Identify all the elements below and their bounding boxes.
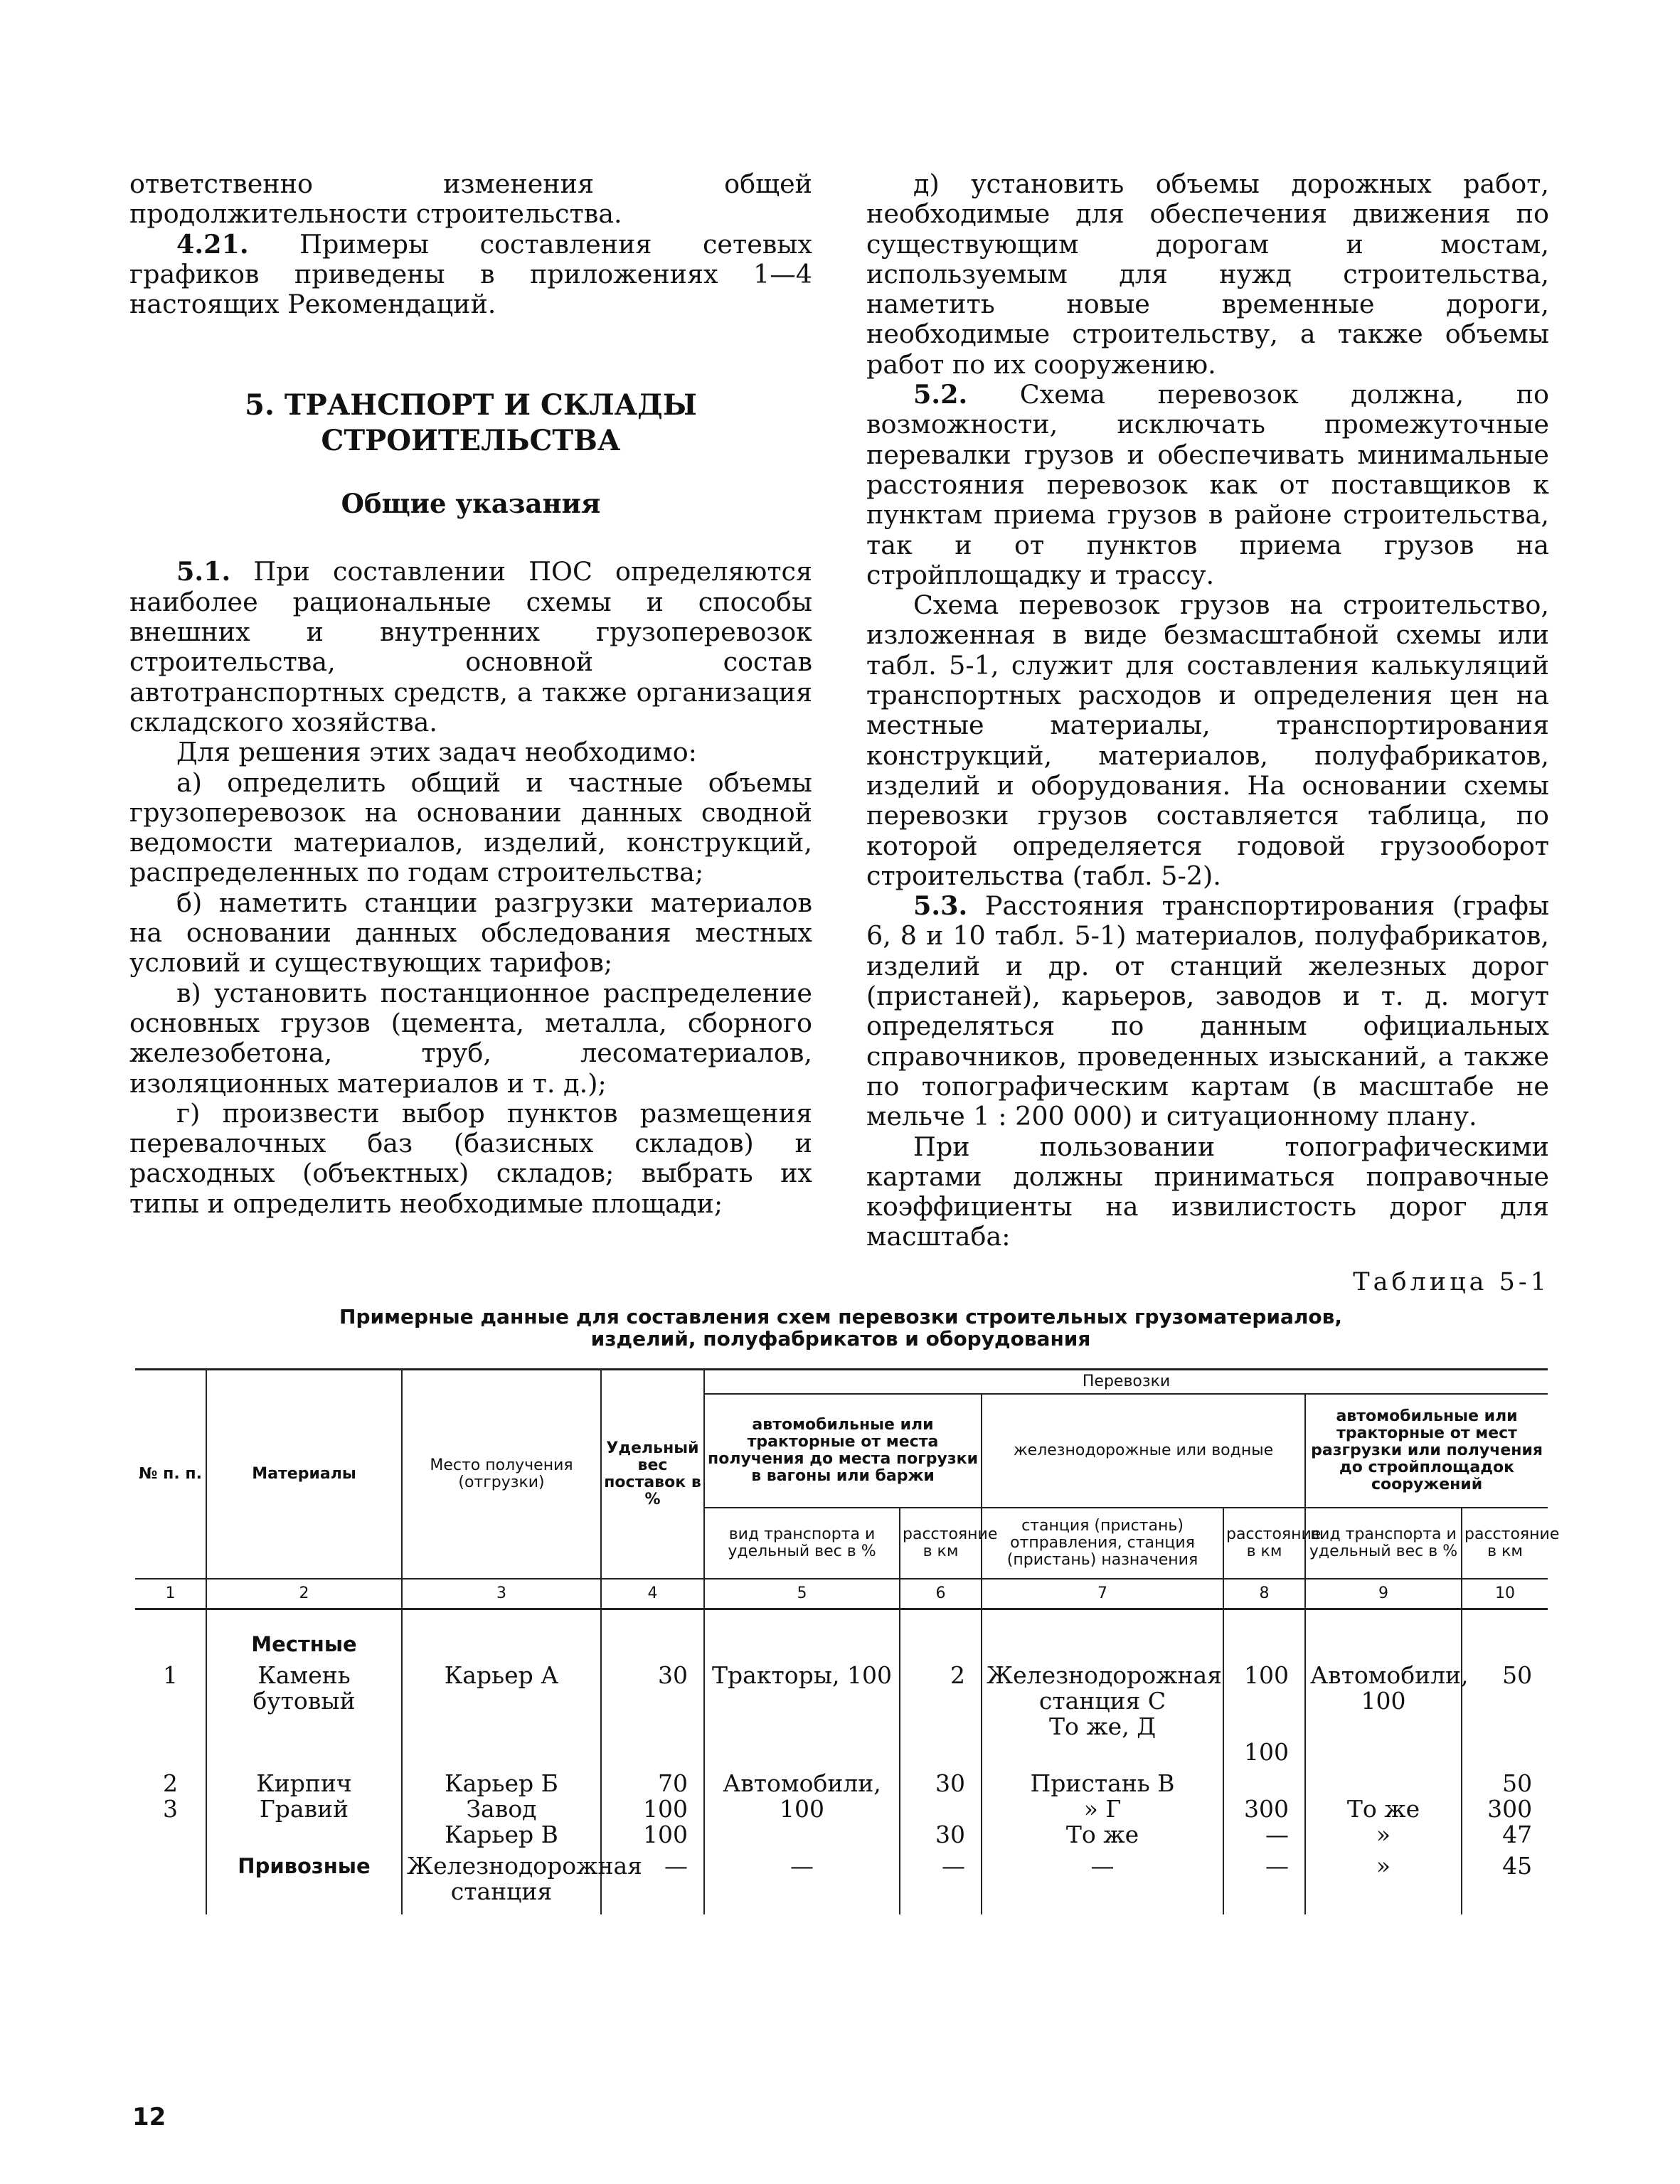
column-number: 2 — [206, 1579, 402, 1609]
column-number: 7 — [982, 1579, 1223, 1609]
clause-text: Примеры составления сетевых графиков приведены в приложениях 1—4 настоящих Рекомендаций. — [129, 228, 812, 320]
clause-number: 5.1. — [176, 556, 231, 587]
table-row — [135, 1609, 1548, 1661]
header-rail-water: железнодорожные или водные — [982, 1394, 1305, 1508]
subheading: Общие указания — [341, 488, 601, 520]
paragraph: д) установить объемы дорожных работ, необходимые для обеспечения движения по существующим дорогам и мостам, используемым для нужд строительства, наметить новые временные дороги, необходимые строительству, а также объемы работ по их сооружению. — [866, 169, 1549, 380]
paragraph — [866, 891, 1549, 1131]
table-cell — [982, 1609, 1223, 1661]
table-cell — [900, 1609, 982, 1661]
header-materials: Материалы — [206, 1370, 402, 1580]
table-cell: Привозные — [206, 1850, 402, 1914]
table-cell: Железнодорожная станция — [402, 1850, 601, 1914]
table-cell: 70 100 100 — [601, 1768, 704, 1850]
table-cell: Тракторы, 100 — [704, 1660, 900, 1768]
header-c9: вид транспорта и удельный вес в % — [1305, 1508, 1462, 1579]
header-number: № п. п. — [135, 1370, 206, 1580]
table-cell — [1305, 1609, 1462, 1661]
column-number: 6 — [900, 1579, 982, 1609]
table-cell — [704, 1609, 900, 1661]
clause-number: 5.3. — [913, 890, 968, 922]
table-cell: Кирпич Гравий — [206, 1768, 402, 1850]
transport-scheme-table — [135, 1368, 1560, 1914]
paragraph — [129, 557, 812, 737]
clause-text: При составлении ПОС определяются наиболее рациональные схемы и способы внешних и внутренних грузоперевозок строительства, основной состав автотранспортных средств, а также организация складского хозяйства. — [129, 556, 812, 737]
clause-number: 4.21. — [176, 228, 249, 260]
table-title-line: изделий, полуфабрикатов и оборудования — [590, 1327, 1091, 1351]
table-cell: 2 — [900, 1660, 982, 1768]
header-origin: Место получения (отгрузки) — [402, 1370, 601, 1580]
header-auto-to-site: автомобильные или тракторные от мест разгрузки или получения до стройплощадок сооружений — [1305, 1394, 1548, 1508]
table-cell — [1223, 1609, 1305, 1661]
column-number: 5 — [704, 1579, 900, 1609]
table-cell: » — [1305, 1850, 1462, 1914]
header-c7: станция (пристань) отправления, станция (пристань) назначения — [982, 1508, 1223, 1579]
header-c5: вид транспорта и удельный вес в % — [704, 1508, 900, 1579]
table-cell: Железнодорожная станция С То же, Д — [982, 1660, 1223, 1768]
paragraph: б) наметить станции разгрузки материалов на основании данных обследования местных условий и существующих тарифов; — [129, 887, 812, 979]
table-cell: Карьер А — [402, 1660, 601, 1768]
table-cell: Местные — [206, 1609, 402, 1661]
paragraph: а) определить общий и частные объемы грузоперевозок на основании данных сводной ведомости материалов, изделий, конструкций, распределенных по годам строительства; — [129, 767, 812, 888]
paragraph: Схема перевозок грузов на строительство, изложенная в виде безмасштабной схемы или табл. 5-1, служит для составления калькуляций транспортных расходов и определения цен на местные материалы, транспортирования конструкций, материалов, полуфабрикатов, изделий и оборудования. На основании схемы перевозки грузов составляется таблица, по которой определяется годовой грузооборот строительства (табл. 5-2). — [866, 590, 1549, 891]
table-cell: — — [900, 1850, 982, 1914]
table-cell: 300 — — [1223, 1768, 1305, 1850]
table-cell — [135, 1609, 206, 1661]
table-row — [135, 1768, 1548, 1850]
table-cell: — — [982, 1850, 1223, 1914]
table-cell: То же » — [1305, 1768, 1462, 1850]
table-cell: Автомобили, 100 — [704, 1768, 900, 1850]
section-heading-line: СТРОИТЕЛЬСТВА — [321, 424, 621, 458]
table-row — [135, 1660, 1548, 1768]
paragraph: г) произвести выбор пунктов размещения перевалочных баз (базисных складов) и расходных (объектных) складов; выбрать их типы и определить необходимые площади; — [129, 1097, 812, 1219]
paragraph: в) установить постанционное распределение основных грузов (цемента, металла, сборного железобетона, труб, лесоматериалов, изоляционных материалов и т. д.); — [129, 977, 812, 1099]
table-label: Таблица 5-1 — [1353, 1268, 1550, 1296]
paragraph: ответственно изменения общей продолжительности строительства. — [129, 169, 812, 230]
table-body — [135, 1609, 1548, 1915]
table-cell: 45 — [1462, 1850, 1548, 1914]
header-share: Удельный вес поставок в % — [601, 1370, 704, 1580]
table-cell — [1462, 1609, 1548, 1661]
table-cell: Камень бутовый — [206, 1660, 402, 1768]
table-cell — [135, 1850, 206, 1914]
table-cell: 100 100 — [1223, 1660, 1305, 1768]
left-column — [129, 169, 812, 1219]
paragraph — [129, 230, 812, 320]
column-number: 8 — [1223, 1579, 1305, 1609]
table-cell: 50 300 47 — [1462, 1768, 1548, 1850]
table-cell — [601, 1609, 704, 1661]
page-number: 12 — [132, 2103, 166, 2131]
table-cell — [402, 1609, 601, 1661]
table-title-line: Примерные данные для составления схем перевозки строительных грузоматериалов, — [339, 1305, 1342, 1328]
header-c6: расстояние в км — [900, 1508, 982, 1579]
section-heading — [129, 388, 812, 459]
paragraph: Для решения этих задач необходимо: — [176, 737, 697, 768]
table-cell: Автомобили, 100 — [1305, 1660, 1462, 1768]
column-number: 1 — [135, 1579, 206, 1609]
table-row — [135, 1850, 1548, 1914]
section-heading-line: 5. ТРАНСПОРТ И СКЛАДЫ — [245, 388, 697, 422]
table-cell: Карьер Б Завод Карьер В — [402, 1768, 601, 1850]
table-cell: 30 30 — [900, 1768, 982, 1850]
table-cell: 50 — [1462, 1660, 1548, 1768]
clause-number: 5.2. — [913, 379, 968, 410]
table-cell: 30 — [601, 1660, 704, 1768]
right-column — [866, 169, 1549, 1252]
table-cell: — — [601, 1850, 704, 1914]
paragraph: При пользовании топографическими картами должны приниматься поправочные коэффициенты на извилистость дорог для масштаба: — [866, 1131, 1549, 1252]
column-number: 9 — [1305, 1579, 1462, 1609]
column-number: 4 — [601, 1579, 704, 1609]
table-cell: — — [1223, 1850, 1305, 1914]
table-cell: 2 3 — [135, 1768, 206, 1850]
header-auto-to-loading: автомобильные или тракторные от места получения до места погрузки в вагоны или баржи — [704, 1394, 982, 1508]
table-cell: 1 — [135, 1660, 206, 1768]
clause-text: Схема перевозок должна, по возможности, исключать промежуточные перевалки грузов и обеспечивать минимальные расстояния перевозок как от поставщиков к пунктам приема грузов в районе строительства, так и от пунктов приема грузов на стройплощадку и трассу. — [866, 379, 1549, 590]
header-c10: расстояние в км — [1462, 1508, 1548, 1579]
table-cell: Пристань В » Г То же — [982, 1768, 1223, 1850]
column-number: 3 — [402, 1579, 601, 1609]
table-title — [129, 1306, 1552, 1350]
header-c8: расстояние в км — [1223, 1508, 1305, 1579]
paragraph — [866, 380, 1549, 590]
header-transport: Перевозки — [704, 1370, 1548, 1395]
table-cell: — — [704, 1850, 900, 1914]
clause-text: Расстояния транспортирования (графы 6, 8 и 10 табл. 5-1) материалов, полуфабрикатов, изделий и др. от станций железных дорог (пристаней), карьеров, заводов и т. д. могут определяться по данным официальных справочников, проведенных изысканий, а также по топографическим картам (в масштабе не мельче 1 : 200 000) и ситуационному плану. — [866, 890, 1549, 1132]
column-number: 10 — [1462, 1579, 1548, 1609]
